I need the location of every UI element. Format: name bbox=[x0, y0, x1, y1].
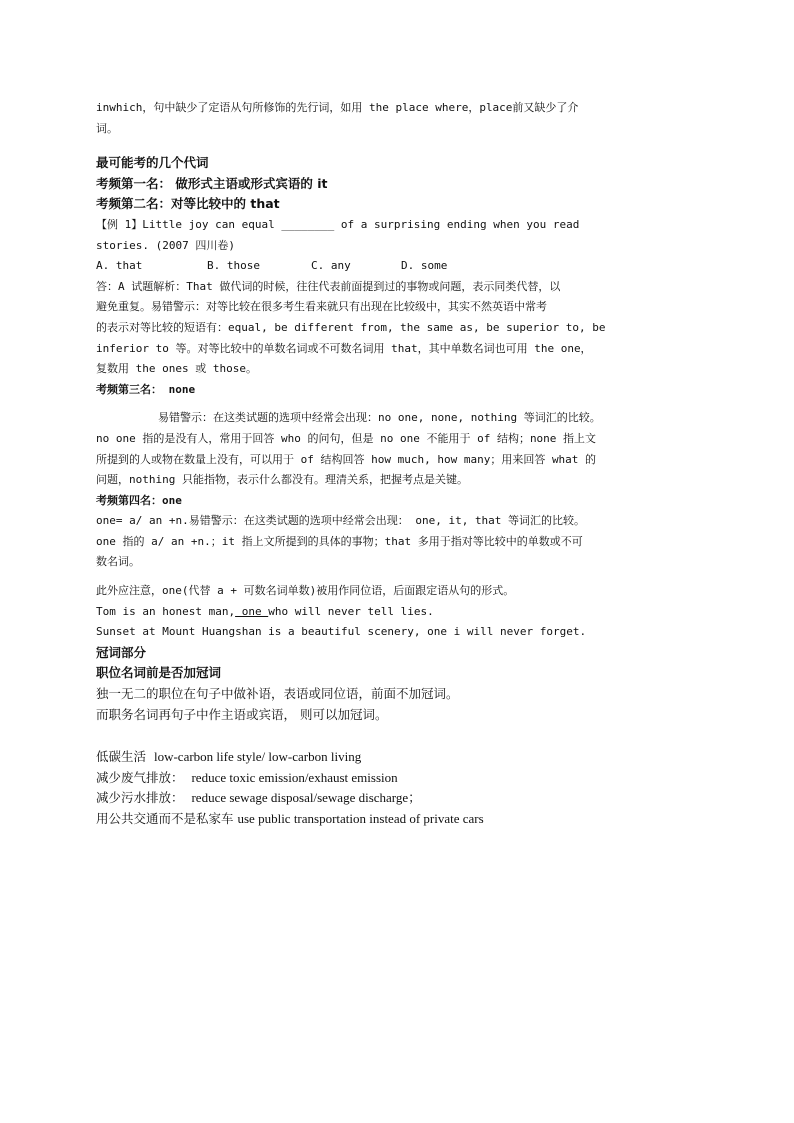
subheading-title-nouns: 职位名词前是否加冠词 bbox=[96, 665, 222, 681]
none-note-line: 问题，nothing 只能指物，表示什么都没有。理清关系，把握考点是关键。 bbox=[96, 473, 468, 487]
answer-line: 答：A 试题解析：That 做代词的时候，往往代表前面提到过的事物或问题，表示同类代替，以 bbox=[96, 279, 561, 293]
appositive-note: 此外应注意，one(代替 a + 可数名词单数)被用作同位语，后面跟定语从句的形式。 bbox=[96, 584, 515, 598]
vocab-chinese: 减少废气排放： bbox=[96, 769, 184, 785]
vocab-chinese: 低碳生活 bbox=[96, 749, 147, 765]
option-b: B. those bbox=[207, 259, 260, 273]
vocab-english: use public transportation instead of private cars bbox=[237, 811, 484, 826]
example-text: who will never tell lies. bbox=[268, 604, 434, 618]
option-a: A. that bbox=[96, 259, 143, 273]
paragraph-line: 词。 bbox=[96, 121, 118, 135]
vocab-english: reduce sewage disposal/sewage discharge； bbox=[191, 790, 422, 806]
paragraph-line: inwhich，句中缺少了定语从句所修饰的先行词，如用 the place where，place前又缺少了介 bbox=[96, 101, 579, 114]
vocab-item bbox=[96, 809, 696, 830]
option-d: D. some bbox=[401, 259, 448, 273]
answer-line: 的表示对等比较的短语有：equal, be different from, the same as, be superior to, be bbox=[96, 320, 606, 334]
article-rule-line: 而职务名词再句子中作主语或宾语， 则可以加冠词。 bbox=[96, 706, 388, 722]
underlined-word: one bbox=[235, 604, 269, 618]
vocab-english: low-carbon life style/ low-carbon living bbox=[153, 749, 362, 765]
example-options bbox=[96, 256, 696, 277]
example-text: Tom is an honest man, bbox=[96, 604, 236, 618]
frequency-heading-3: 考频第三名： none bbox=[96, 382, 196, 396]
vocab-chinese: 减少污水排放： bbox=[96, 790, 184, 806]
answer-line: 避免重复。易错警示：对等比较在很多考生看来就只有出现在比较级中，其实不然英语中常考 bbox=[96, 300, 547, 314]
none-note-line: 易错警示：在这类试题的选项中经常会出现：no one, none, nothing 等词汇的比较。 bbox=[158, 411, 601, 425]
one-note-line: one 指的 a/ an +n.；it 指上文所提到的具体的事物；that 多用于指对等比较中的单数或不可 bbox=[96, 534, 583, 548]
vocab-chinese: 用公共交通而不是私家车 bbox=[96, 811, 234, 826]
one-note-line: 数名词。 bbox=[96, 555, 140, 569]
none-note-line: no one 指的是没有人，常用于回答 who 的问句，但是 no one 不能用于 of 结构；none 指上文 bbox=[96, 431, 597, 445]
section-heading-articles: 冠词部分 bbox=[96, 644, 147, 660]
vocab-english: reduce toxic emission/exhaust emission bbox=[191, 769, 398, 785]
appositive-example-2: Sunset at Mount Huangshan is a beautiful scenery, one i will never forget. bbox=[96, 625, 587, 639]
appositive-example-1 bbox=[96, 602, 696, 623]
document-page bbox=[96, 98, 696, 830]
example-question-line: stories. (2007 四川卷) bbox=[96, 238, 235, 252]
vocab-item bbox=[96, 788, 696, 809]
frequency-heading-1: 考频第一名： 做形式主语或形式宾语的 it bbox=[96, 175, 328, 191]
option-c: C. any bbox=[311, 259, 351, 273]
frequency-heading-2: 考频第二名：对等比较中的 that bbox=[96, 196, 280, 212]
vocab-item bbox=[96, 768, 696, 789]
none-note-line: 所提到的人或物在数量上没有，可以用于 of 结构回答 how much, how many；用来回答 what 的 bbox=[96, 452, 597, 466]
vocab-item bbox=[96, 747, 696, 768]
example-question-line: 【例 1】Little joy can equal ________ of a surprising ending when you read bbox=[96, 217, 580, 231]
section-heading-pronouns: 最可能考的几个代词 bbox=[96, 155, 209, 171]
answer-line: inferior to 等。对等比较中的单数名词或不可数名词用 that，其中单数名词也可用 the one， bbox=[96, 341, 592, 355]
one-note-line: one= a/ an +n.易错警示：在这类试题的选项中经常会出现： one, it, that 等词汇的比较。 bbox=[96, 514, 586, 528]
answer-line: 复数用 the ones 或 those。 bbox=[96, 362, 257, 376]
article-rule-line: 独一无二的职位在句子中做补语，表语或同位语，前面不加冠词。 bbox=[96, 686, 459, 702]
frequency-heading-4: 考频第四名：one bbox=[96, 493, 182, 507]
